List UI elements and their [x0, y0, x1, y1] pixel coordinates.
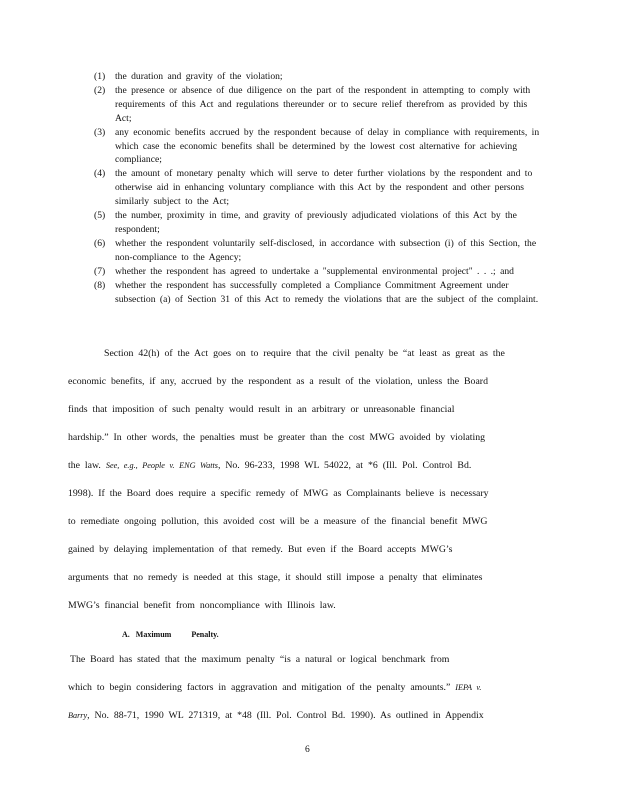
page-number: 6: [305, 745, 310, 755]
text-line: to remediate ongoing pollution, this avoided cost will be a measure of the financial benefit MWG: [68, 516, 488, 527]
text-line: economic benefits, if any, accrued by the respondent as a result of the violation, unless the Board: [68, 376, 488, 387]
text-run: , No. 88-71, 1990 WL 271319, at *48 (Ill. Pol. Control Bd. 1990). As outlined in Appendix: [87, 710, 484, 721]
case-citation: See, e.g., People v. ENG Watts: [105, 461, 218, 470]
text-run: , No. 96-233, 1998 WL 54022, at *6 (Ill. Pol. Control Bd.: [217, 460, 472, 471]
list-item-text: the duration and gravity of the violation;: [115, 71, 283, 82]
list-item: [94, 279, 546, 307]
list-item-text: the presence or absence of due diligence on the part of the respondent in attempting to comply with requirements of this Act and regulations thereunder or to secure relief therefrom as provided by this Act;: [115, 84, 531, 124]
case-citation: Barry: [68, 711, 88, 720]
case-citation: IEPA v.: [455, 683, 482, 692]
text-line: Section 42(h) of the Act goes on to require that the civil penalty be “at least as great as the: [104, 348, 505, 359]
list-item-text: whether the respondent has agreed to undertake a "supplemental environmental project" . . .; and: [115, 265, 514, 277]
list-item-text: any economic benefits accrued by the respondent because of delay in compliance with requirements, in which case the economic benefits shall be determined by the lowest cost alternative for achieving compliance;: [115, 126, 540, 166]
paragraph-maximum-penalty: [68, 654, 544, 734]
list-item-text: the number, proximity in time, and gravity of previously adjudicated violations of this Act by the respondent;: [115, 210, 517, 235]
list-item-number: (5): [94, 210, 106, 222]
list-item: [94, 70, 546, 84]
section-heading: A. Maximum Penalty.: [122, 630, 219, 639]
list-item-number: (6): [94, 237, 106, 249]
paragraph-civil-penalty: [68, 348, 544, 618]
list-item: [94, 167, 546, 209]
list-item-number: (3): [94, 126, 106, 138]
text-line: finds that imposition of such penalty would result in an arbitrary or unreasonable financial: [68, 404, 455, 415]
list-item: [94, 237, 546, 265]
text-line: [68, 682, 481, 693]
text-run: the law.: [68, 460, 101, 471]
text-line: The Board has stated that the maximum penalty “is a natural or logical benchmark from: [70, 654, 450, 665]
text-line: hardship.” In other words, the penalties must be greater than the cost MWG avoided by violating: [68, 432, 486, 443]
list-item-text: whether the respondent has successfully completed a Compliance Commitment Agreement under subsection (a) of Section 31 of this Act to remedy the violations that are the subject of the complaint.: [115, 279, 539, 305]
list-item-number: (4): [94, 168, 106, 180]
text-run: which to begin considering factors in aggravation and mitigation of the penalty amounts.”: [68, 682, 451, 693]
list-item-number: (8): [94, 279, 106, 291]
text-line: gained by delaying implementation of that remedy. But even if the Board accepts MWG’s: [68, 544, 453, 555]
list-item-text: the amount of monetary penalty which will serve to deter further violations by the respondent and to otherwise aid in enhancing voluntary compliance with this Act by the respondent and other persons similarly subject to the Act;: [115, 168, 533, 208]
text-line: [68, 460, 471, 471]
text-line: MWG’s financial benefit from noncompliance with Illinois law.: [68, 600, 336, 611]
text-line: 1998). If the Board does require a specific remedy of MWG as Complainants believe is necessary: [68, 488, 489, 499]
text-line: [68, 710, 484, 721]
list-item: [94, 265, 546, 279]
list-item: [94, 209, 546, 237]
text-line: arguments that no remedy is needed at this stage, it should still impose a penalty that eliminates: [68, 572, 483, 583]
statutory-factors-list: [94, 70, 546, 306]
list-item: [94, 126, 546, 168]
list-item-number: (1): [94, 71, 106, 82]
list-item-text: whether the respondent voluntarily self-disclosed, in accordance with subsection (i) of this Section, the non-compliance to the Agency;: [115, 237, 537, 263]
list-item-number: (7): [94, 265, 106, 277]
list-item-number: (2): [94, 84, 106, 96]
list-item: [94, 84, 546, 126]
